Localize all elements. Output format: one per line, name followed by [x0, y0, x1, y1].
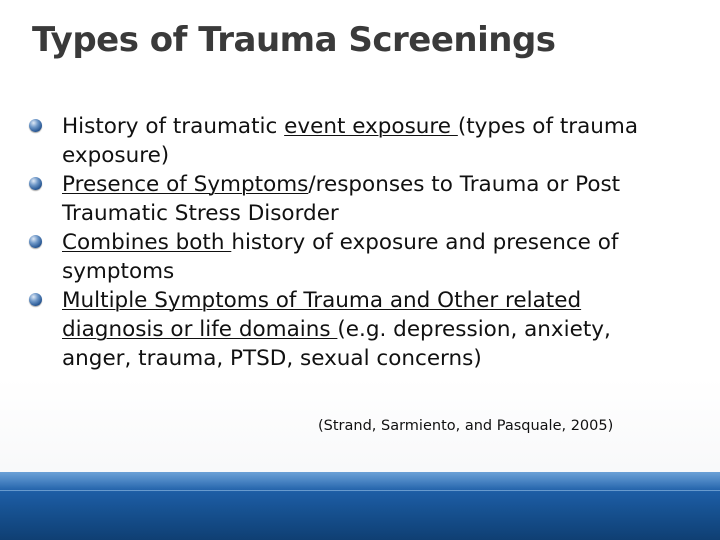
bullet-text-underlined: Multiple Symptoms of Trauma and Other related diagnosis or life domains — [62, 288, 582, 342]
bullet-text-segment: /responses to Trauma or Post Traumatic Stress Disorder — [62, 172, 621, 226]
bullet-item — [62, 228, 682, 286]
sphere-bullet-icon — [29, 293, 42, 306]
slide-title: Types of Trauma Screenings — [32, 20, 556, 60]
bullet-text-segment: History of traumatic — [62, 114, 285, 139]
bullet-text-segment: (types of trauma exposure) — [62, 114, 639, 168]
bullet-item — [62, 170, 682, 228]
sphere-bullet-icon — [29, 235, 42, 248]
bullet-text-underlined: event exposure — [284, 114, 458, 139]
bullet-text-segment: history of exposure and presence of symptoms — [62, 230, 619, 284]
sphere-bullet-icon — [29, 177, 42, 190]
citation: (Strand, Sarmiento, and Pasquale, 2005) — [318, 418, 614, 434]
bullet-text-segment: (e.g. depression, anxiety, anger, trauma, PTSD, sexual concerns) — [62, 317, 611, 371]
footer-divider — [0, 490, 720, 491]
bullet-text-underlined: Presence of Symptoms — [62, 172, 309, 197]
footer-band — [0, 472, 720, 540]
sphere-bullet-icon — [29, 119, 42, 132]
bullet-item — [62, 112, 682, 170]
footer-shine — [0, 472, 720, 492]
bullet-item — [62, 286, 682, 373]
bullet-text-underlined: Combines both — [62, 230, 232, 255]
bullet-list — [62, 112, 682, 373]
